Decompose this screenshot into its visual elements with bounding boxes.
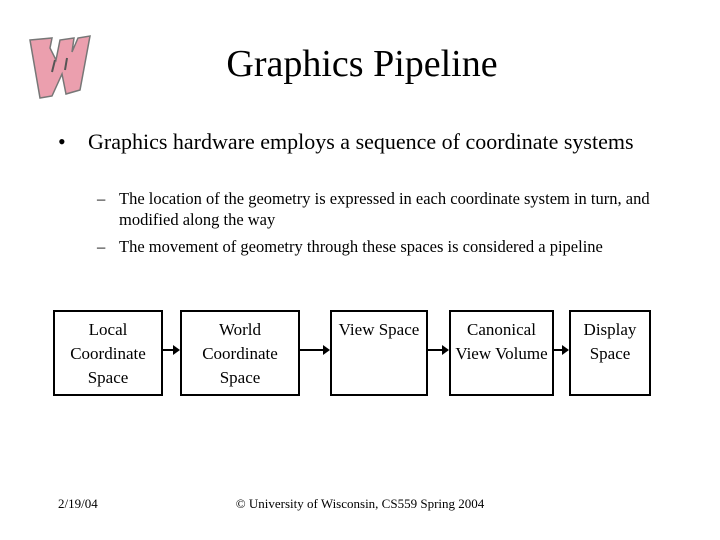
pipeline-box-canonical: Canonical View Volume: [449, 310, 554, 396]
footer-date: 2/19/04: [58, 496, 98, 511]
slide-title: Graphics Pipeline: [226, 43, 498, 85]
pipeline-box-display: Display Space: [569, 310, 651, 396]
arrow-icon: [298, 349, 328, 351]
pipeline-box-local: Local Coordinate Space: [53, 310, 163, 396]
pipeline-box-world: World Coordinate Space: [180, 310, 300, 396]
arrow-icon: [552, 349, 567, 351]
bullet-text: Graphics hardware employs a sequence of coordinate systems: [88, 129, 634, 154]
sub-bullet-text: The location of the geometry is expressed in each coordinate system in turn, and modified along the way: [119, 189, 650, 229]
footer-copyright: © University of Wisconsin, CS559 Spring 2004: [235, 496, 485, 511]
pipeline-box-view: View Space: [330, 310, 428, 396]
sub-bullet-marker: –: [97, 237, 106, 256]
arrow-icon: [161, 349, 178, 351]
arrow-icon: [426, 349, 447, 351]
bullet-marker: •: [58, 129, 66, 154]
sub-bullet-text: The movement of geometry through these spaces is considered a pipeline: [119, 237, 603, 256]
sub-bullet-marker: –: [97, 189, 106, 208]
